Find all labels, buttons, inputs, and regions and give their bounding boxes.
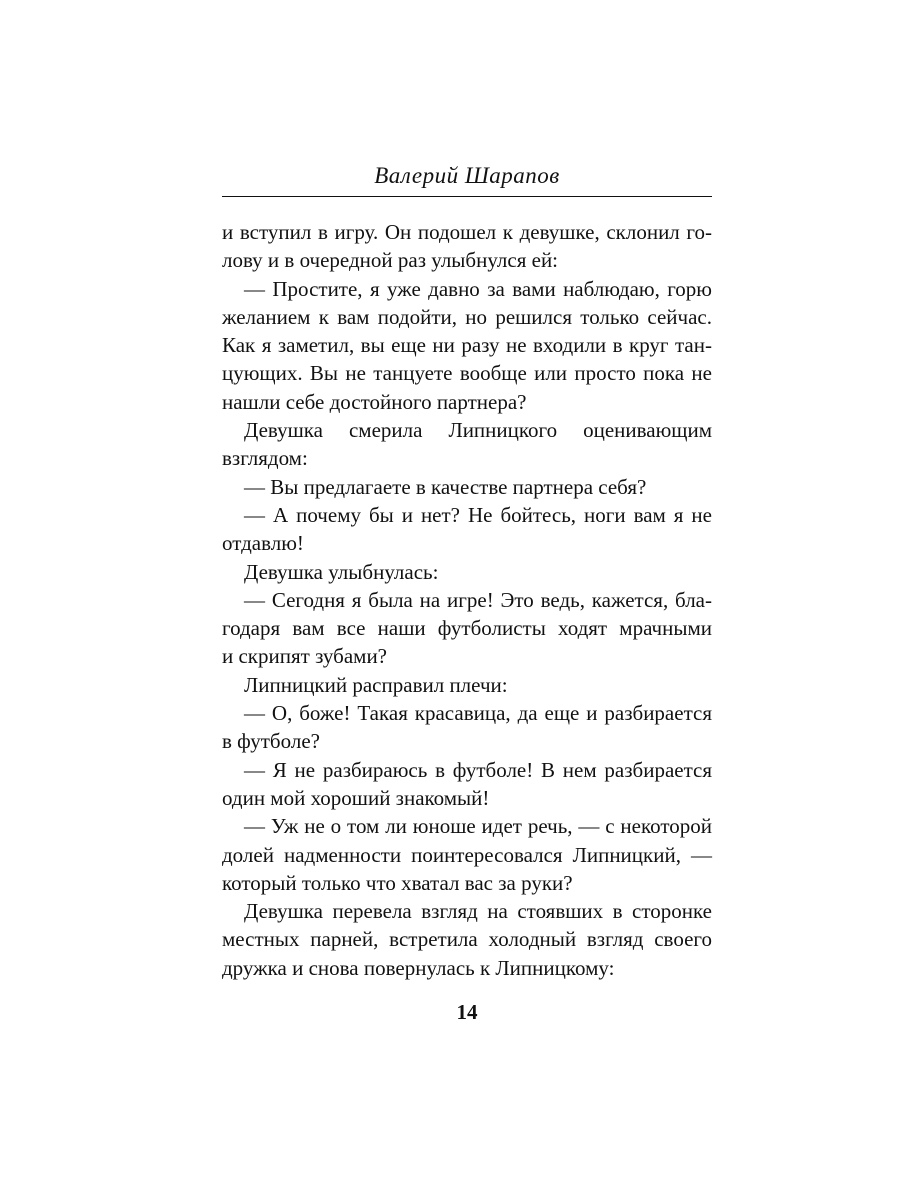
header-rule: [222, 196, 712, 197]
text-line: лову и в очередной раз улыбнулся ей:: [222, 248, 559, 273]
text-line: долей надменности поинтересовался Липницкий, —: [222, 842, 712, 867]
text-line: Как я заметил, вы еще ни разу не входили в круг тан-: [222, 333, 712, 358]
text-line: и скрипят зубами?: [222, 644, 388, 669]
text-line: один мой хороший знакомый!: [222, 785, 490, 810]
body-text: [222, 218, 712, 982]
running-header: Валерий Шарапов: [374, 163, 560, 188]
text-line: Девушка перевела взгляд на стоявших в сторонке: [244, 899, 712, 924]
text-line: в футболе?: [222, 729, 320, 754]
text-line: — А почему бы и нет? Не бойтесь, ноги вам я не: [244, 502, 712, 527]
text-line: — О, боже! Такая красавица, да еще и разбирается: [244, 701, 712, 726]
text-line: отдавлю!: [222, 531, 304, 556]
text-line: взглядом:: [222, 446, 308, 471]
text-line: — Простите, я уже давно за вами наблюдаю, горю: [244, 276, 712, 301]
text-line: Девушка улыбнулась:: [244, 559, 439, 584]
text-line: Липницкий расправил плечи:: [244, 672, 508, 697]
text-line: дружка и снова повернулась к Липницкому:: [222, 955, 615, 980]
text-line: местных парней, встретила холодный взгляд своего: [222, 927, 712, 952]
text-line: годаря вам все наши футболисты ходят мрачными: [222, 616, 712, 641]
text-line: Девушка смерила Липницкого оценивающим: [244, 418, 712, 443]
text-line: который только что хватал вас за руки?: [222, 870, 573, 895]
text-line: — Уж не о том ли юноше идет речь, — с некоторой: [244, 814, 712, 839]
text-line: и вступил в игру. Он подошел к девушке, склонил го-: [222, 220, 712, 244]
text-line: — Сегодня я была на игре! Это ведь, кажется, бла-: [244, 587, 712, 612]
text-line: — Я не разбираюсь в футболе! В нем разбирается: [244, 757, 712, 782]
text-line: желанием к вам подойти, но решился только сейчас.: [222, 304, 712, 329]
text-line: — Вы предлагаете в качестве партнера себя?: [244, 474, 647, 499]
text-line: цующих. Вы не танцуете вообще или просто пока не: [222, 361, 712, 386]
text-line: нашли себе достойного партнера?: [222, 389, 527, 414]
page-number: 14: [456, 1000, 478, 1024]
